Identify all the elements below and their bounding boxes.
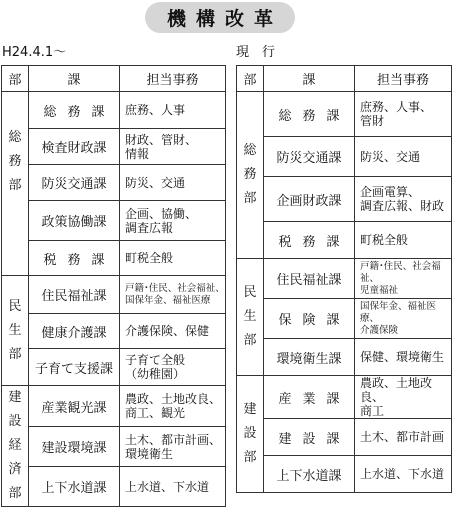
current-organization-table xyxy=(236,65,452,493)
section-name: 防災交通課 xyxy=(29,165,120,201)
section-name: 総務課 xyxy=(29,92,120,129)
table-row xyxy=(237,299,452,339)
department-char: 民 xyxy=(243,285,257,300)
duty-description: 庶務、人事 xyxy=(120,92,226,129)
header-row xyxy=(237,66,452,92)
department-cell xyxy=(237,259,264,376)
department-char: 部 xyxy=(243,450,257,465)
duty-description: 国保年金、福祉医療、 介護保険 xyxy=(355,299,452,339)
table-row xyxy=(2,129,226,165)
section-name: 上下水道課 xyxy=(264,456,355,493)
duty-description: 土木、都市計画 xyxy=(355,419,452,456)
section-name: 総務課 xyxy=(264,92,355,137)
duty-description: 町税全般 xyxy=(120,241,226,276)
department-cell xyxy=(237,92,264,259)
department-cell xyxy=(2,386,29,507)
new-organization-table xyxy=(1,65,226,507)
table-row xyxy=(2,201,226,241)
table-row xyxy=(237,259,452,299)
page-title-text: 機構改革 xyxy=(166,8,283,30)
section-name: 検査財政課 xyxy=(29,129,120,165)
header-bu: 部 xyxy=(2,66,29,92)
header-duty: 担当事務 xyxy=(355,66,452,92)
header-row xyxy=(2,66,226,92)
section-name: 税務課 xyxy=(29,241,120,276)
duty-description: 農政、土地改良、 商工、観光 xyxy=(120,386,226,427)
duty-description: 町税全般 xyxy=(355,222,452,259)
duty-description: 戸籍･住民、社会福祉、 国保年金、福祉医療 xyxy=(120,276,226,314)
department-char: 総 xyxy=(8,130,22,145)
section-name: 住民福祉課 xyxy=(264,259,355,299)
table-row xyxy=(2,241,226,276)
table-row xyxy=(2,92,226,129)
table-row xyxy=(237,419,452,456)
duty-description: 防災、交通 xyxy=(120,165,226,201)
table-row xyxy=(237,177,452,222)
department-cell xyxy=(237,376,264,493)
duty-description: 企画電算、 調査広報、財政 xyxy=(355,177,452,222)
table-row xyxy=(2,467,226,507)
duty-description: 戸籍･住民、社会福祉、 児童福祉 xyxy=(355,259,452,299)
duty-description: 上水道、下水道 xyxy=(120,467,226,507)
section-name: 環境衛生課 xyxy=(264,339,355,376)
section-name: 防災交通課 xyxy=(264,137,355,177)
department-char: 部 xyxy=(8,346,22,362)
table-row xyxy=(237,222,452,259)
department-char: 部 xyxy=(8,178,22,193)
duty-description: 農政、土地改良、 商工 xyxy=(355,376,452,419)
table-row xyxy=(2,349,226,386)
section-name: 政策協働課 xyxy=(29,201,120,241)
table-row xyxy=(2,276,226,314)
department-char: 設 xyxy=(8,414,22,429)
section-name: 住民福祉課 xyxy=(29,276,120,314)
department-char: 済 xyxy=(8,462,22,477)
department-cell xyxy=(2,92,29,276)
section-name: 建設課 xyxy=(264,419,355,456)
header-ka: 課 xyxy=(29,66,120,92)
department-char: 部 xyxy=(243,191,257,206)
duty-description: 上水道、下水道 xyxy=(355,456,452,493)
department-char: 総 xyxy=(243,143,257,158)
duty-description: 介護保険、保健 xyxy=(120,314,226,349)
department-cell xyxy=(2,276,29,386)
department-char: 経 xyxy=(8,438,22,453)
department-char: 建 xyxy=(243,402,257,417)
table-row xyxy=(237,456,452,493)
table-row xyxy=(237,339,452,376)
header-bu: 部 xyxy=(237,66,264,92)
section-name: 上下水道課 xyxy=(29,467,120,507)
table-row xyxy=(2,314,226,349)
section-name: 産業課 xyxy=(264,376,355,419)
department-char: 生 xyxy=(8,322,22,338)
table-row xyxy=(2,165,226,201)
section-name: 子育て支援課 xyxy=(29,349,120,386)
left-caption: H24.4.1〜 xyxy=(2,45,67,60)
section-name: 税務課 xyxy=(264,222,355,259)
duty-description: 保健、環境衛生 xyxy=(355,339,452,376)
department-char: 設 xyxy=(243,426,257,441)
duty-description: 子育て全般 （幼稚園） xyxy=(120,349,226,386)
table-row xyxy=(2,427,226,467)
duty-description: 企画、協働、 調査広報 xyxy=(120,201,226,241)
department-char: 建 xyxy=(8,390,22,405)
table-row xyxy=(237,92,452,137)
header-duty: 担当事務 xyxy=(120,66,226,92)
department-char: 部 xyxy=(243,333,257,348)
department-char: 生 xyxy=(243,309,257,324)
section-name: 保険課 xyxy=(264,299,355,339)
section-name: 産業観光課 xyxy=(29,386,120,427)
section-name: 企画財政課 xyxy=(264,177,355,222)
department-char: 務 xyxy=(8,154,22,169)
section-name: 健康介護課 xyxy=(29,314,120,349)
header-ka: 課 xyxy=(264,66,355,92)
section-name: 建設環境課 xyxy=(29,427,120,467)
page-title xyxy=(145,2,295,33)
duty-description: 防災、交通 xyxy=(355,137,452,177)
table-row xyxy=(237,137,452,177)
table-row xyxy=(237,376,452,419)
duty-description: 土木、都市計画、 環境衛生 xyxy=(120,427,226,467)
department-char: 民 xyxy=(8,298,22,314)
department-char: 務 xyxy=(243,167,257,182)
table-row xyxy=(2,386,226,427)
right-caption: 現 行 xyxy=(236,45,276,60)
department-char: 部 xyxy=(8,486,22,501)
duty-description: 庶務、人事、 管財 xyxy=(355,92,452,137)
duty-description: 財政、管財、 情報 xyxy=(120,129,226,165)
